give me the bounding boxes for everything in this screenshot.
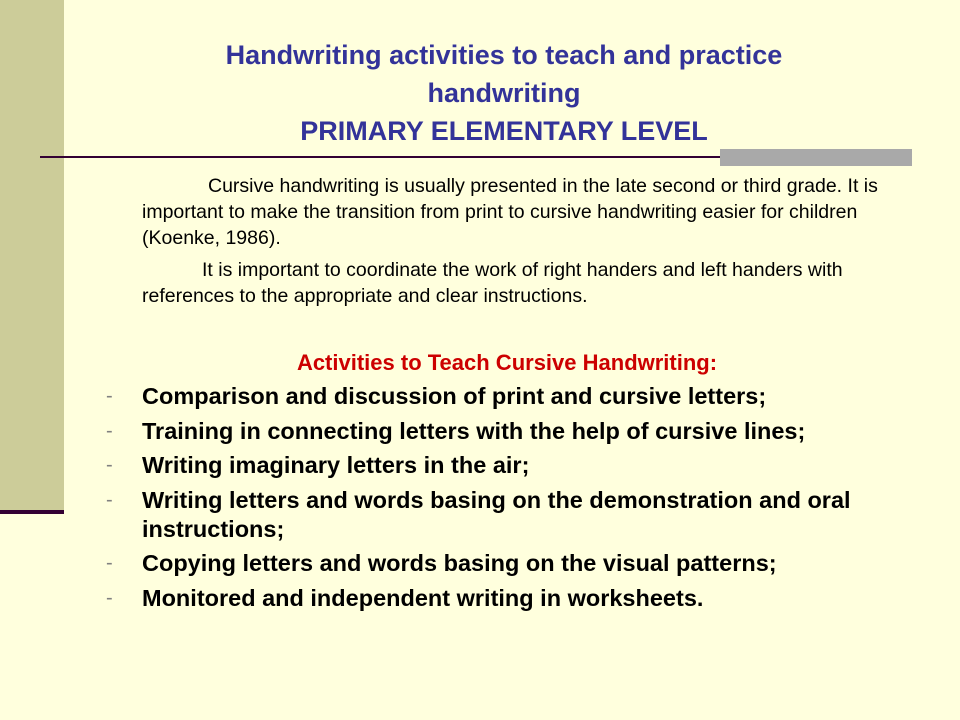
title-line-2: handwriting — [427, 78, 581, 108]
activity-text: Writing letters and words basing on the demonstration and oral instructions; — [142, 486, 851, 542]
dash-bullet-icon: - — [106, 552, 113, 574]
activity-text: Writing imaginary letters in the air; — [142, 452, 530, 478]
dash-bullet-icon: - — [106, 586, 113, 609]
dash-bullet-icon: - — [106, 488, 113, 511]
activity-text: Comparison and discussion of print and cursive letters; — [142, 383, 767, 409]
activities-heading: Activities to Teach Cursive Handwriting: — [296, 350, 718, 375]
title-accent-bar — [720, 149, 912, 166]
dash-bullet-icon: - — [106, 385, 113, 407]
activity-text: Copying letters and words basing on the visual patterns; — [142, 550, 777, 576]
activity-text: Training in connecting letters with the help of cursive lines; — [142, 417, 806, 444]
title-line-3: PRIMARY ELEMENTARY LEVEL — [300, 116, 708, 146]
activity-text: Monitored and independent writing in worksheets. — [142, 584, 704, 611]
activity-item — [0, 584, 960, 613]
activity-item — [0, 549, 960, 578]
coordination-paragraph: It is important to coordinate the work of right handers and left handers with references to the appropriate and clear instructions. — [142, 259, 843, 307]
activity-item — [0, 382, 960, 411]
activities-list — [0, 382, 960, 618]
activity-item — [0, 451, 960, 480]
intro-paragraph: Cursive handwriting is usually presented in the late second or third grade. It is important to make the transition from print to cursive handwriting easier for children (Koenke, 1986). — [142, 175, 878, 249]
activity-item — [0, 486, 960, 544]
title-line-1: Handwriting activities to teach and practice — [225, 40, 783, 70]
dash-bullet-icon: - — [106, 419, 113, 442]
slide-title — [100, 36, 908, 150]
dash-bullet-icon: - — [106, 454, 113, 476]
activity-item — [0, 417, 960, 446]
